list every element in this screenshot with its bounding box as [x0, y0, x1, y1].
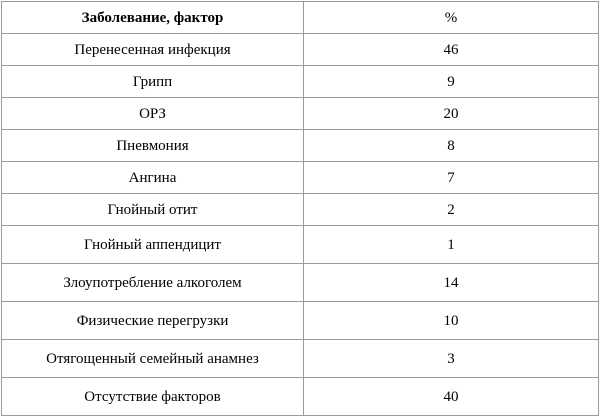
cell-factor: Физические перегрузки — [2, 302, 304, 340]
risk-factor-table — [1, 1, 599, 416]
cell-percent: 1 — [304, 226, 599, 264]
cell-percent: 8 — [304, 130, 599, 162]
cell-percent: 46 — [304, 34, 599, 66]
cell-percent: 14 — [304, 264, 599, 302]
table-row — [2, 302, 599, 340]
cell-factor: Грипп — [2, 66, 304, 98]
cell-factor: Гнойный отит — [2, 194, 304, 226]
table-row — [2, 66, 599, 98]
table-row — [2, 226, 599, 264]
header-disease-factor: Заболевание, фактор — [2, 2, 304, 34]
cell-factor: Ангина — [2, 162, 304, 194]
table-row — [2, 162, 599, 194]
table-header-row — [2, 2, 599, 34]
cell-percent: 40 — [304, 378, 599, 416]
cell-percent: 9 — [304, 66, 599, 98]
cell-factor: Пневмония — [2, 130, 304, 162]
table-row — [2, 34, 599, 66]
cell-percent: 10 — [304, 302, 599, 340]
table-row — [2, 264, 599, 302]
header-percent: % — [304, 2, 599, 34]
cell-percent: 3 — [304, 340, 599, 378]
table-row — [2, 130, 599, 162]
table-row — [2, 340, 599, 378]
cell-factor: Злоупотребление алкоголем — [2, 264, 304, 302]
cell-percent: 2 — [304, 194, 599, 226]
cell-factor: Гнойный аппендицит — [2, 226, 304, 264]
cell-factor: Перенесенная инфекция — [2, 34, 304, 66]
cell-factor: ОРЗ — [2, 98, 304, 130]
table-row — [2, 194, 599, 226]
cell-factor: Отягощенный семейный анамнез — [2, 340, 304, 378]
cell-percent: 20 — [304, 98, 599, 130]
cell-factor: Отсутствие факторов — [2, 378, 304, 416]
table-row — [2, 98, 599, 130]
cell-percent: 7 — [304, 162, 599, 194]
